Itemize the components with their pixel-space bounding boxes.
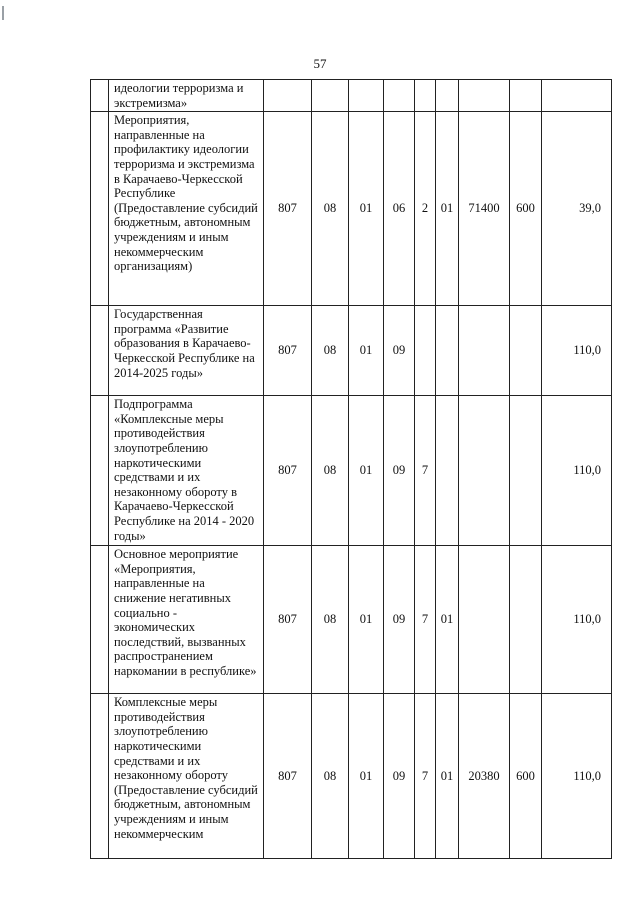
table-cell-blank bbox=[91, 80, 109, 112]
cs3-cell bbox=[436, 396, 459, 546]
cs4-cell bbox=[459, 396, 510, 546]
cs4-cell: 71400 bbox=[459, 112, 510, 306]
cs4-cell bbox=[459, 306, 510, 396]
sum-cell: 110,0 bbox=[542, 694, 612, 859]
vr-cell bbox=[510, 546, 542, 694]
cs1-cell bbox=[384, 80, 415, 112]
rz-cell bbox=[312, 80, 349, 112]
pr-cell: 01 bbox=[349, 396, 384, 546]
table-cell-blank bbox=[91, 694, 109, 859]
cs2-cell: 2 bbox=[415, 112, 436, 306]
cs1-cell: 06 bbox=[384, 112, 415, 306]
cs2-cell bbox=[415, 80, 436, 112]
row-name: Государственная программа «Развитие образования в Карачаево-Черкесской Республике на 2014-2025 годы» bbox=[109, 306, 264, 396]
ved-cell: 807 bbox=[264, 306, 312, 396]
pr-cell: 01 bbox=[349, 306, 384, 396]
cs3-cell bbox=[436, 80, 459, 112]
vr-cell bbox=[510, 306, 542, 396]
pr-cell: 01 bbox=[349, 694, 384, 859]
sum-cell: 110,0 bbox=[542, 546, 612, 694]
ved-cell: 807 bbox=[264, 694, 312, 859]
sum-cell: 110,0 bbox=[542, 396, 612, 546]
vr-cell: 600 bbox=[510, 112, 542, 306]
sum-cell bbox=[542, 80, 612, 112]
table-row bbox=[91, 80, 612, 112]
row-name: идеологии терроризма и экстремизма» bbox=[109, 80, 264, 112]
table-row bbox=[91, 546, 612, 694]
cs2-cell: 7 bbox=[415, 396, 436, 546]
table-row bbox=[91, 306, 612, 396]
pr-cell: 01 bbox=[349, 546, 384, 694]
row-name: Мероприятия, направленные на профилактику идеологии терроризма и экстремизма в Карачаево-Черкесской Республике (Предоставление субсидий бюджетным, автономным учреждениям и иным некоммерческим организациям) bbox=[109, 112, 264, 306]
vr-cell: 600 bbox=[510, 694, 542, 859]
cs4-cell: 20380 bbox=[459, 694, 510, 859]
ved-cell: 807 bbox=[264, 396, 312, 546]
rz-cell: 08 bbox=[312, 306, 349, 396]
rz-cell: 08 bbox=[312, 112, 349, 306]
cs2-cell: 7 bbox=[415, 546, 436, 694]
budget-table bbox=[90, 79, 612, 859]
pr-cell bbox=[349, 80, 384, 112]
cs4-cell bbox=[459, 546, 510, 694]
table-cell-blank bbox=[91, 306, 109, 396]
row-name: Подпрограмма «Комплексные меры противодействия злоупотреблению наркотическими средствами и их незаконному обороту в Карачаево-Черкесской Республике на 2014 - 2020 годы» bbox=[109, 396, 264, 546]
sum-cell: 110,0 bbox=[542, 306, 612, 396]
cs1-cell: 09 bbox=[384, 694, 415, 859]
scan-edge-mark bbox=[2, 6, 4, 20]
table-cell-blank bbox=[91, 112, 109, 306]
sum-cell: 39,0 bbox=[542, 112, 612, 306]
vr-cell bbox=[510, 396, 542, 546]
vr-cell bbox=[510, 80, 542, 112]
pr-cell: 01 bbox=[349, 112, 384, 306]
rz-cell: 08 bbox=[312, 694, 349, 859]
table-row bbox=[91, 694, 612, 859]
cs1-cell: 09 bbox=[384, 306, 415, 396]
page-number: 57 bbox=[313, 56, 327, 71]
ved-cell: 807 bbox=[264, 546, 312, 694]
cs3-cell bbox=[436, 306, 459, 396]
cs3-cell: 01 bbox=[436, 112, 459, 306]
rz-cell: 08 bbox=[312, 546, 349, 694]
cs4-cell bbox=[459, 80, 510, 112]
row-name: Комплексные меры противодействия злоупотреблению наркотическими средствами и их незаконному обороту (Предоставление субсидий бюджетным, автономным учреждениям и иным некоммерческим bbox=[109, 694, 264, 859]
table-cell-blank bbox=[91, 546, 109, 694]
cs3-cell: 01 bbox=[436, 546, 459, 694]
cs1-cell: 09 bbox=[384, 396, 415, 546]
table-cell-blank bbox=[91, 396, 109, 546]
cs2-cell bbox=[415, 306, 436, 396]
table-row bbox=[91, 396, 612, 546]
cs1-cell: 09 bbox=[384, 546, 415, 694]
ved-cell bbox=[264, 80, 312, 112]
row-name: Основное мероприятие «Мероприятия, направленные на снижение негативных социально - экономических последствий, вызванных распространением наркомании в республике» bbox=[109, 546, 264, 694]
table-row bbox=[91, 112, 612, 306]
ved-cell: 807 bbox=[264, 112, 312, 306]
cs2-cell: 7 bbox=[415, 694, 436, 859]
rz-cell: 08 bbox=[312, 396, 349, 546]
cs3-cell: 01 bbox=[436, 694, 459, 859]
